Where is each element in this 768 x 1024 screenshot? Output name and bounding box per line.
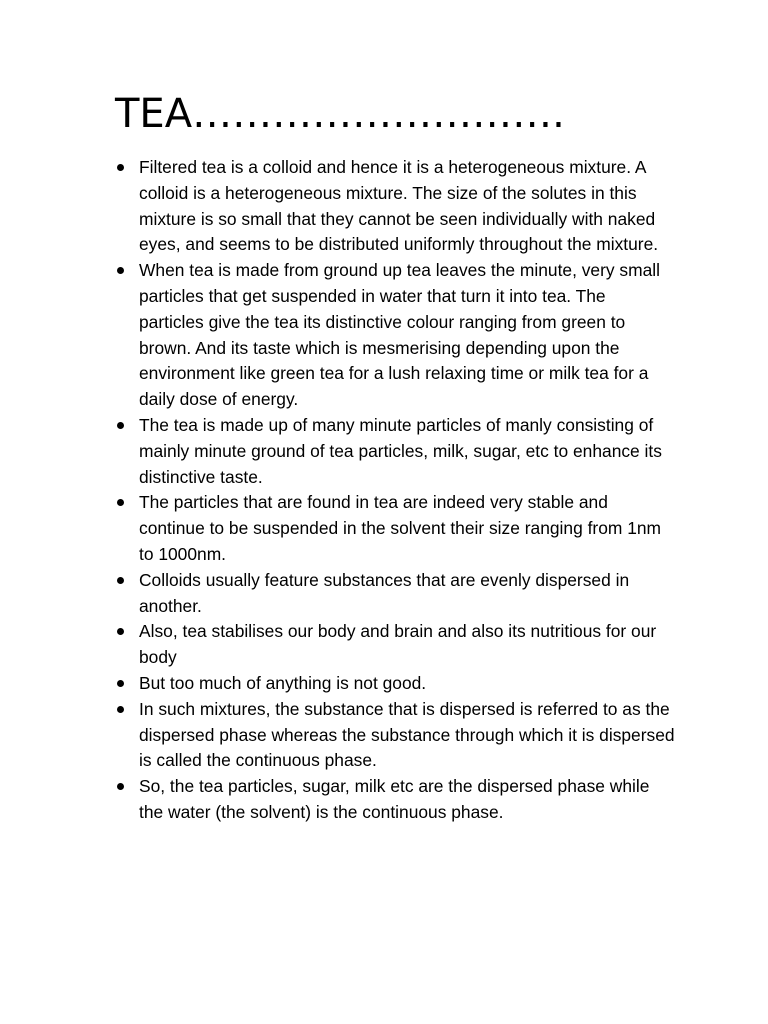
- bullet-text: Also, tea stabilises our body and brain and also its nutritious for our body: [139, 621, 657, 668]
- list-item: [115, 413, 675, 490]
- bullet-icon: [117, 628, 124, 635]
- bullet-icon: [117, 680, 124, 687]
- bullet-text: Colloids usually feature substances that are evenly dispersed in another.: [139, 569, 630, 616]
- bullet-text: Filtered tea is a colloid and hence it is a heterogeneous mixture. A colloid is a heterogeneous mixture. The size of the solutes in this mixture is so small that they cannot be seen individually with naked eyes, and seems to be distributed uniformly throughout the mixture.: [139, 157, 659, 255]
- bullet-icon: [117, 577, 124, 584]
- bullet-text: In such mixtures, the substance that is dispersed is referred to as the dispersed phase whereas the substance through which it is dispersed is called the continuous phase.: [139, 698, 675, 771]
- list-item: [115, 155, 675, 258]
- bullet-icon: [117, 267, 124, 274]
- bullet-icon: [117, 706, 124, 713]
- bullet-icon: [117, 422, 124, 429]
- bullet-icon: [117, 164, 124, 171]
- list-item: [115, 490, 675, 567]
- bullet-list: [115, 155, 675, 826]
- list-item: [115, 619, 675, 671]
- bullet-text: The particles that are found in tea are indeed very stable and continue to be suspended in the solvent their size ranging from 1nm to 1000nm.: [139, 492, 662, 564]
- list-item: [115, 258, 675, 413]
- bullet-text: When tea is made from ground up tea leaves the minute, very small particles that get suspended in water that turn it into tea. The particles give the tea its distinctive colour ranging from green to brown. And its taste which is mesmerising depending upon the environment like green tea for a lush relaxing time or milk tea for a daily dose of energy.: [139, 260, 661, 410]
- list-item: [115, 774, 675, 826]
- bullet-icon: [117, 499, 124, 506]
- document-title: TEA……………………….: [115, 91, 565, 137]
- list-item: [115, 568, 675, 620]
- list-item: [115, 671, 675, 697]
- bullet-text: So, the tea particles, sugar, milk etc are the dispersed phase while the water (the solvent) is the continuous phase.: [139, 776, 650, 822]
- bullet-text: The tea is made up of many minute particles of manly consisting of mainly minute ground of tea particles, milk, sugar, etc to enhance its distinctive taste.: [139, 414, 662, 487]
- bullet-icon: [117, 783, 124, 790]
- list-item: [115, 697, 675, 774]
- bullet-text: But too much of anything is not good.: [139, 672, 427, 693]
